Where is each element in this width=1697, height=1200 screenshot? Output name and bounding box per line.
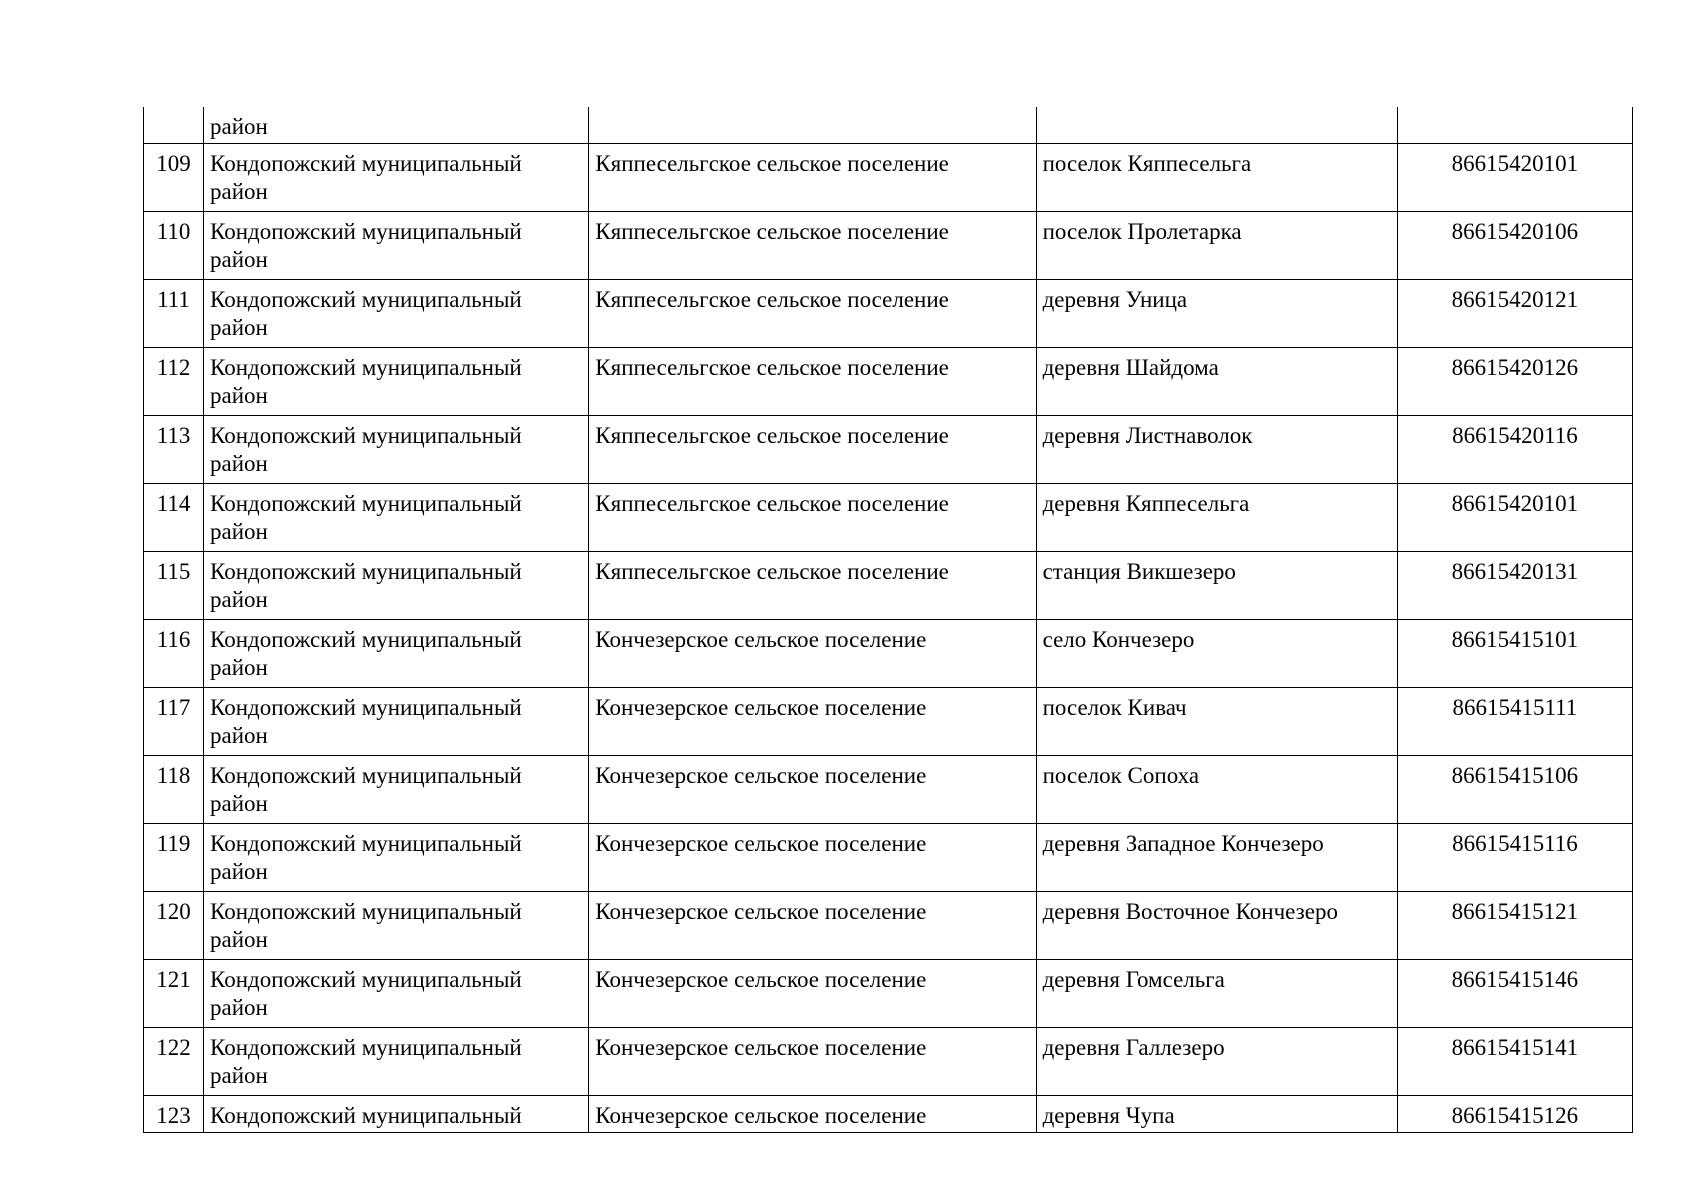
table-row — [144, 144, 1633, 212]
district-text: Кондопожский муниципальный район — [210, 899, 522, 952]
locality-text: село Кончезеро — [1042, 627, 1195, 652]
cell-district — [204, 348, 589, 416]
row-number-text: 119 — [156, 831, 191, 856]
table-row — [144, 892, 1633, 960]
settlement-text: Кяппесельгское сельское поселение — [595, 355, 949, 380]
cell-locality — [1036, 484, 1397, 552]
table-row — [144, 484, 1633, 552]
locality-text: деревня Листнаволок — [1042, 423, 1253, 448]
cell-code — [1397, 824, 1632, 892]
cell-district — [204, 552, 589, 620]
cell-district — [204, 756, 589, 824]
cell-code — [1397, 484, 1632, 552]
cell-num — [144, 620, 204, 688]
cell-locality — [1036, 552, 1397, 620]
cell-district — [204, 1096, 589, 1133]
oktmo-code-text: 86615415146 — [1451, 967, 1579, 992]
row-number-text: 118 — [156, 763, 191, 788]
row-number-text: 110 — [156, 219, 191, 244]
oktmo-code-text: 86615420121 — [1451, 287, 1579, 312]
locality-text: поселок Сопоха — [1042, 763, 1200, 788]
cell-num — [144, 416, 204, 484]
table-row — [144, 280, 1633, 348]
cell-locality — [1036, 1096, 1397, 1133]
settlement-text: Кончезерское сельское поселение — [595, 1035, 927, 1060]
cell-locality — [1036, 892, 1397, 960]
cell-district — [204, 960, 589, 1028]
district-text: Кондопожский муниципальный район — [210, 627, 522, 680]
oktmo-code-text: 86615415126 — [1451, 1103, 1579, 1128]
district-text: район — [210, 114, 268, 139]
cell-locality — [1036, 620, 1397, 688]
settlements-table — [143, 107, 1633, 1133]
district-text: Кондопожский муниципальный район — [210, 831, 522, 884]
cell-settlement — [589, 1028, 1036, 1096]
cell-num — [144, 484, 204, 552]
settlement-text: Кончезерское сельское поселение — [595, 831, 927, 856]
cell-num — [144, 144, 204, 212]
row-number-text: 112 — [156, 355, 191, 380]
cell-code — [1397, 892, 1632, 960]
cell-locality — [1036, 1028, 1397, 1096]
district-text: Кондопожский муниципальный район — [210, 151, 522, 204]
row-number-text: 121 — [156, 967, 191, 992]
cell-settlement — [589, 280, 1036, 348]
district-text: Кондопожский муниципальный район — [210, 695, 522, 748]
oktmo-code-text: 86615420126 — [1451, 355, 1579, 380]
row-number-text: 115 — [156, 559, 191, 584]
cell-num — [144, 824, 204, 892]
cell-locality — [1036, 107, 1397, 144]
row-number-text: 117 — [156, 695, 191, 720]
cell-code — [1397, 280, 1632, 348]
cell-settlement — [589, 416, 1036, 484]
locality-text: поселок Кяппесельга — [1042, 151, 1252, 176]
locality-text: поселок Пролетарка — [1042, 219, 1242, 244]
cell-district — [204, 212, 589, 280]
cell-num — [144, 107, 204, 144]
locality-text: деревня Гомсельга — [1042, 967, 1225, 992]
locality-text: деревня Галлезеро — [1042, 1035, 1225, 1060]
cell-code — [1397, 1096, 1632, 1133]
locality-text: станция Викшезеро — [1042, 559, 1236, 584]
oktmo-code-text: 86615415141 — [1451, 1035, 1579, 1060]
cell-num — [144, 280, 204, 348]
oktmo-code-text: 86615420106 — [1451, 219, 1579, 244]
district-text: Кондопожский муниципальный район — [210, 287, 522, 340]
cell-code — [1397, 756, 1632, 824]
table-row — [144, 756, 1633, 824]
table-row-continuation — [144, 107, 1633, 144]
locality-text: деревня Восточное Кончезеро — [1042, 899, 1338, 924]
cell-settlement — [589, 484, 1036, 552]
cell-district — [204, 144, 589, 212]
cell-settlement — [589, 1096, 1036, 1133]
cell-code — [1397, 552, 1632, 620]
locality-text: деревня Чупа — [1042, 1103, 1175, 1128]
oktmo-code-text: 86615420101 — [1451, 151, 1579, 176]
cell-code — [1397, 212, 1632, 280]
cell-settlement — [589, 960, 1036, 1028]
locality-text: деревня Шайдома — [1042, 355, 1219, 380]
cell-locality — [1036, 416, 1397, 484]
cell-code — [1397, 960, 1632, 1028]
oktmo-code-text: 86615420116 — [1452, 423, 1578, 448]
cell-district — [204, 1028, 589, 1096]
cell-num — [144, 1028, 204, 1096]
cell-settlement — [589, 552, 1036, 620]
cell-num — [144, 348, 204, 416]
cell-settlement — [589, 756, 1036, 824]
row-number-text: 109 — [156, 151, 191, 176]
settlement-text: Кончезерское сельское поселение — [595, 1103, 927, 1128]
cell-code — [1397, 416, 1632, 484]
cell-locality — [1036, 960, 1397, 1028]
district-text: Кондопожский муниципальный район — [210, 219, 522, 272]
table-row — [144, 620, 1633, 688]
district-text: Кондопожский муниципальный — [210, 1103, 522, 1128]
locality-text: деревня Кяппесельга — [1042, 491, 1250, 516]
row-number-text: 116 — [156, 627, 191, 652]
row-number-text: 123 — [156, 1103, 191, 1128]
settlement-text: Кяппесельгское сельское поселение — [595, 151, 949, 176]
cell-code — [1397, 620, 1632, 688]
row-number-text: 120 — [156, 899, 191, 924]
cell-num — [144, 212, 204, 280]
cell-district — [204, 484, 589, 552]
district-text: Кондопожский муниципальный район — [210, 423, 522, 476]
cell-locality — [1036, 824, 1397, 892]
table-row — [144, 416, 1633, 484]
settlement-text: Кончезерское сельское поселение — [595, 627, 927, 652]
cell-num — [144, 892, 204, 960]
cell-settlement — [589, 824, 1036, 892]
locality-text: поселок Кивач — [1042, 695, 1187, 720]
cell-locality — [1036, 756, 1397, 824]
cell-district — [204, 416, 589, 484]
cell-district — [204, 107, 589, 144]
cell-code — [1397, 107, 1632, 144]
district-text: Кондопожский муниципальный район — [210, 763, 522, 816]
oktmo-code-text: 86615420131 — [1451, 559, 1579, 584]
cell-settlement — [589, 212, 1036, 280]
settlement-text: Кяппесельгское сельское поселение — [595, 423, 949, 448]
district-text: Кондопожский муниципальный район — [210, 559, 522, 612]
row-number-text: 111 — [157, 287, 190, 312]
cell-num — [144, 1096, 204, 1133]
cell-settlement — [589, 688, 1036, 756]
cell-locality — [1036, 688, 1397, 756]
table-row — [144, 1096, 1633, 1133]
cell-settlement — [589, 144, 1036, 212]
settlement-text: Кончезерское сельское поселение — [595, 695, 927, 720]
table-row — [144, 212, 1633, 280]
oktmo-code-text: 86615420101 — [1451, 491, 1579, 516]
row-number-text: 114 — [156, 491, 191, 516]
table-row — [144, 688, 1633, 756]
cell-district — [204, 688, 589, 756]
cell-num — [144, 688, 204, 756]
cell-district — [204, 824, 589, 892]
oktmo-code-text: 86615415101 — [1451, 627, 1579, 652]
cell-num — [144, 756, 204, 824]
cell-locality — [1036, 144, 1397, 212]
oktmo-code-text: 86615415106 — [1451, 763, 1579, 788]
settlement-text: Кончезерское сельское поселение — [595, 899, 927, 924]
settlement-text: Кончезерское сельское поселение — [595, 967, 927, 992]
cell-district — [204, 280, 589, 348]
cell-code — [1397, 348, 1632, 416]
settlement-text: Кяппесельгское сельское поселение — [595, 491, 949, 516]
district-text: Кондопожский муниципальный район — [210, 355, 522, 408]
oktmo-code-text: 86615415111 — [1452, 695, 1578, 720]
row-number-text: 113 — [156, 423, 191, 448]
cell-district — [204, 620, 589, 688]
cell-code — [1397, 144, 1632, 212]
table-body — [144, 107, 1633, 1133]
district-text: Кондопожский муниципальный район — [210, 1035, 522, 1088]
cell-num — [144, 552, 204, 620]
table-row — [144, 960, 1633, 1028]
table-row — [144, 824, 1633, 892]
cell-locality — [1036, 280, 1397, 348]
settlement-text: Кяппесельгское сельское поселение — [595, 287, 949, 312]
cell-locality — [1036, 348, 1397, 416]
cell-settlement — [589, 107, 1036, 144]
oktmo-code-text: 86615415116 — [1452, 831, 1578, 856]
cell-settlement — [589, 892, 1036, 960]
locality-text: деревня Западное Кончезеро — [1042, 831, 1324, 856]
district-text: Кондопожский муниципальный район — [210, 491, 522, 544]
table-row — [144, 1028, 1633, 1096]
settlement-text: Кяппесельгское сельское поселение — [595, 219, 949, 244]
cell-num — [144, 960, 204, 1028]
cell-code — [1397, 1028, 1632, 1096]
table-row — [144, 552, 1633, 620]
table-row — [144, 348, 1633, 416]
row-number-text: 122 — [156, 1035, 191, 1060]
locality-text: деревня Уница — [1042, 287, 1188, 312]
settlement-text: Кяппесельгское сельское поселение — [595, 559, 949, 584]
cell-settlement — [589, 348, 1036, 416]
district-text: Кондопожский муниципальный район — [210, 967, 522, 1020]
settlement-text: Кончезерское сельское поселение — [595, 763, 927, 788]
oktmo-code-text: 86615415121 — [1451, 899, 1579, 924]
cell-locality — [1036, 212, 1397, 280]
cell-district — [204, 892, 589, 960]
cell-settlement — [589, 620, 1036, 688]
cell-code — [1397, 688, 1632, 756]
